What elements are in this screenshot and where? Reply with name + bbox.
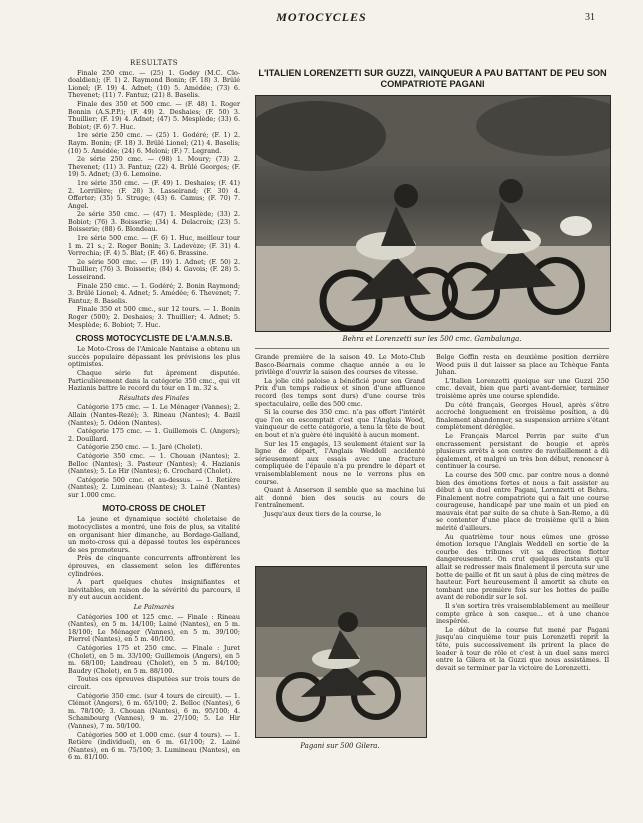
results-paragraph: Finale 250 cmc. — (25) 1. Godey (M.C. Clo-doaldien); (F. 1) 2. Raymond Bonin; (F. 18) 3. Brûlé Lionel; (F. 19) 4. Adnet; (10) 5. Amédée; (73) 6. Thevenet; (11) 7. Fantuz; (21) 8. Baselis. — [68, 68, 240, 100]
middle-paragraph: Quant à Anserson il semble que sa machine lui ait donné bien des soucis au cours de l'entraînement. — [255, 486, 425, 510]
right-paragraph: Il s'en sortira très vraisemblablement au meilleur compte grâce à son casque... et à une chance inespérée. — [436, 602, 609, 626]
cholet-heading: MOTO-CROSS DE CHOLET — [102, 504, 206, 514]
cross-amnsb-result: Catégorie 250 cmc. — 1. Jaré (Cholet). — [77, 443, 203, 452]
middle-paragraph: Sur les 15 engagés, 13 seulement étaient sur la ligne de départ, l'Anglais Weddell accidenté sérieusement aux essais avec une fracture compliquée de l'épaule n'a pu prendre le départ et vraisemblablement nous ne le verrons plus en course. — [255, 439, 425, 486]
article-headline: L'ITALIEN LORENZETTI SUR GUZZI, VAINQUEUR A PAU BATTANT DE PEU SON COMPATRIOTE PAGANI — [258, 68, 607, 89]
right-paragraph: Au quatrième tour nous eûmes une grosse émotion lorsque l'Anglais Weddell en sortie de la courbe des tribunes vit sa direction flotter dangereusement. On crut quelques instants qu'il allait se redresser mais finalement il percuta sur une botte de paille et fit un saut à plus de cinq mètres de hauteur. Fort heureusement il amortit sa chute en tombant une première fois sur les bottes de paille avant de rebondir sur le sol. — [436, 532, 609, 602]
results-paragraph: 1re série 500 cmc. — (F. 6) 1. Huc, meilleur tour 1 m. 21 s.; 2. Roger Bonin; 3. Ladevèze; (F. 31) 4. Verrechia; (F. 4) 5. Blat; (F. 46) 6. Brassine. — [68, 234, 240, 258]
results-paragraph: 2e série 250 cmc. — (98) 1. Moury; (73) 2. Thevenet; (11) 3. Fantuz; (22) 4. Brûlé Georges; (F. 19) 5. Adnet; (3) 6. Lemoine. — [68, 155, 240, 179]
middle-paragraph: Si la course des 350 cmc. n'a pas offert l'intérêt que l'on en escomptait c'est que l'Anglais Wood, vainqueur de cette catégorie, a tenu la tête de bout en bout et n'a guère été inquiété à aucun moment. — [255, 408, 425, 439]
results-paragraph: Finale 250 cmc. — 1. Godéré; 2. Bonin Raymond; 3. Brûlé Lionel; 4. Adnet; 5. Amédée; 6. Thevenet; 7. Fantuz; 8. Baselis. — [68, 281, 240, 305]
middle-paragraph: La jolie cité paloise a bénéficié pour son Grand Prix d'un temps radieux et sinon d'une affluence record (les temps sont durs) d'une course très spectaculaire, celle des 500 cmc. — [255, 376, 425, 408]
left-column — [68, 58, 240, 763]
cross-amnsb-result: Catégorie 500 cmc. et au-dessus. — 1. Retière (Nantes); 2. Lumineau (Nantes); 3. Lainé (Nantes) sur 1.000 cmc. — [68, 475, 240, 499]
cholet-paragraph: Près de cinquante concurrents affrontèrent les épreuves, en classement selon les différentes cylindrées. — [68, 554, 240, 578]
middle-column — [255, 354, 425, 519]
bottom-photo-caption: Pagani sur 500 Gilera. — [300, 742, 380, 750]
cholet-paragraph: A part quelques chutes insignifiantes et inévitables, en raison de la sévérité du parcours, il n'y eut aucun accident. — [68, 578, 240, 602]
results-list — [68, 70, 240, 330]
cross-amnsb-results-heading: Résultats des Finales — [118, 393, 190, 402]
cholet-palmares-item: Catégorie 350 cmc. (sur 4 tours de circuit). — 1. Clémot (Angers), 6 m. 65/100; 2. Belloc (Nantes), 6 m. 78/100; 3. Chouan (Nantes), 6 m. 95/100; 4. Schambourg (Vannes), 9 m. 27/100; 5. Le Hir (Vannes), 7 m. 50/100. — [68, 691, 240, 730]
photo-pagani — [255, 566, 427, 738]
right-paragraph: L'Italien Lorenzetti quoique sur une Guzzi 250 cmc. devait, bien que parti avant-dernier, terminer troisième après une course splendide. — [436, 376, 609, 400]
middle-paragraph: Grande première de la saison 49. Le Moto-Club Basco-Béarnais comme chaque année a eu le privilège d'ouvrir la saison des courses de vitesse. — [255, 353, 425, 377]
cholet-paragraph: La jeune et dynamique société choletaise de motocyclistes a montré, une fois de plus, sa vitalité en organisant hier dimanche, au Bordage-Galland, un moto-cross qui a dépassé toutes les espérances de ses promoteurs. — [68, 515, 240, 554]
right-paragraph: Le début de la course fut mené par Pagani jusqu'au cinquième tour puis Lorenzetti reprit la tête, puis successivement ils prirent la place de leader à tour de rôle et c'est à un duel sans merci entre la Gilera et la Guzzi que nous assistâmes. Il devait se terminer par la victoire de Lorenzetti. — [436, 625, 609, 672]
cross-amnsb-paragraph: Le Moto-Cross de l'Amicale Nantaise a obtenu un succès populaire dépassant les prévisions les plus optimistes. — [68, 345, 240, 369]
cholet-palmares-item: Toutes ces épreuves disputées sur trois tours de circuit. — [68, 675, 240, 691]
cholet-palmares-item: Catégories 175 et 250 cmc. — Finale : Juret (Cholet), en 5 m. 33/100; Guillemois (Angers), en 5 m. 68/100; Landreau (Cholet), en 5 m. 84/100; Baudry (Cholet), en 5 m. 88/100. — [68, 643, 240, 675]
results-paragraph: 1re série 350 cmc. — (F. 49) 1. Deshaies; (F. 41) 2. Lorrillère; (F. 28) 3. Lasseirand; (F. 30) 4. Offerter; (35) 5. Struge; (43) 6. Camus; (F. 70) 7. Angel. — [68, 178, 240, 210]
cross-amnsb-paragraph: Chaque série fut âprement disputée. Particulièrement dans la catégorie 350 cmc., qui vit Hazianis battre le record du tour en 1 m. 32 s. — [68, 368, 240, 393]
top-photo-caption: Behra et Lorenzetti sur les 500 cmc. Gambalunga. — [342, 335, 522, 343]
right-paragraph: La course des 500 cmc. par contre nous a donné bien des émotions fortes et nous a fait assister au début à un duel entre Pagani, Lorenzetti et Behra. Finalement notre compatriote qui a fait une course courageuse, handicapé par une main et un pied en mauvais état par suite de sa chute à San-Remo, a dû se contenter d'une place de troisième qu'il a bien mérité d'ailleurs. — [436, 470, 609, 533]
middle-paragraph: Jusqu'aux deux tiers de la course, le — [264, 509, 382, 518]
cholet-palmares-item: Catégories 100 et 125 cmc. — Finale : Rineau (Nantes), en 5 m. 14/100; Lainé (Nantes), en 5 m. 18/100; Le Ménager (Vannes), en 5 m. 39/100; Pierrel (Nantes), en 5 m. 40/100. — [68, 612, 240, 644]
results-paragraph: 2e série 500 cmc. — (F. 19) 1. Adnet; (F. 50) 2. Thuillier; (76) 3. Boisserie; (84) 4. Gavois; (F. 28) 5. Lesseirand. — [68, 257, 240, 282]
results-paragraph: 2e série 350 cmc. — (47) 1. Mesplède; (33) 2. Bobiot; (76) 3. Boisserie; (34) 4. Delacroix; (23) 5. Boisserie; (88) 6. Blondeau. — [68, 210, 240, 234]
results-paragraph: Finale des 350 et 500 cmc. — (F. 48) 1. Roger Bonnin (A.S.P.P.); (F. 49) 2. Deshaies; (F. 50) 3. Thuillier; (F. 19) 4. Adnet; (47) 5. Mesplède; (33) 6. Bobiot; (F. 6) 7. Huc. — [68, 99, 240, 131]
cholet-palmares-item: Catégories 500 et 1.000 cmc. (sur 4 tours). — 1. Retière (individuel), en 6 m. 61/100; 2. Lainé (Nantes), en 6 m. 75/100; 3. Lumineau (Nantes), en 6 m. 81/100. — [68, 730, 240, 762]
right-column — [436, 354, 609, 673]
cross-amnsb-result: Catégorie 175 cmc. — 1. Guillemois C. (Angers); 2. Douillard. — [68, 427, 240, 443]
caption-divider — [255, 348, 609, 349]
motorcycle-race-photo — [256, 96, 610, 331]
motorcycle-photo — [256, 567, 426, 737]
results-heading: RESULTATS — [129, 59, 179, 67]
cholet-palmares-heading: Le Palmarès — [133, 603, 175, 611]
photo-behra-lorenzetti — [255, 95, 611, 332]
right-paragraph: Belge Goffin resta en deuxième position derrière Wood puis il dut laisser sa place au Tchèque Fanta Juhan. — [436, 353, 609, 377]
cross-amnsb-result: Catégorie 175 cmc. — 1. Le Ménager (Vannes); 2. Allain (Nantes-Rezé); 3. Rineau (Nantes); 4. Bazil (Nantes); 5. Odéon (Nantes). — [68, 403, 240, 427]
page-number: 31 — [585, 12, 595, 23]
right-paragraph: Le Français Marcel Perrin par suite d'un encrassement persistant de bougie et après plusieurs arrêts à son centre de ravitaillement a dû également, et malgré un très bon début, renoncer à continuer la course. — [436, 431, 609, 471]
cross-amnsb-heading: CROSS MOTOCYCLISTE DE L'A.M.N.S.B. — [75, 334, 233, 344]
running-header: MOTOCYCLES — [276, 10, 367, 24]
results-paragraph: 1re série 250 cmc. — (25) 1. Godéré; (F. 1) 2. Raym. Bonin; (F. 18) 3. Brûlé Lionel; (21) 4. Baselis; (10) 5. Amédée; (24) 6. Meloni; (F.) 7. Legrand. — [68, 131, 240, 155]
right-paragraph: Du côté français, Georges Houel, après s'être accroché longuement en troisième position, a dû finalement abandonner, sa suspension arrière s'étant complètement déréglée. — [436, 400, 609, 432]
cross-amnsb-result: Catégorie 350 cmc. — 1. Chouan (Nantes); 2. Belloc (Nantes); 3. Pasteur (Nantes); 4. Hazianis (Nantes); 5. Le Hir (Nantes); 6. Crochard (Cholet). — [68, 451, 240, 476]
results-paragraph: Finale 350 et 500 cmc., sur 12 tours. — 1. Bonin Roger (500); 2. Deshaies; 3. Thuillier; 4. Adnet; 5. Mesplède; 6. Bobiot; 7. Huc. — [68, 305, 240, 329]
